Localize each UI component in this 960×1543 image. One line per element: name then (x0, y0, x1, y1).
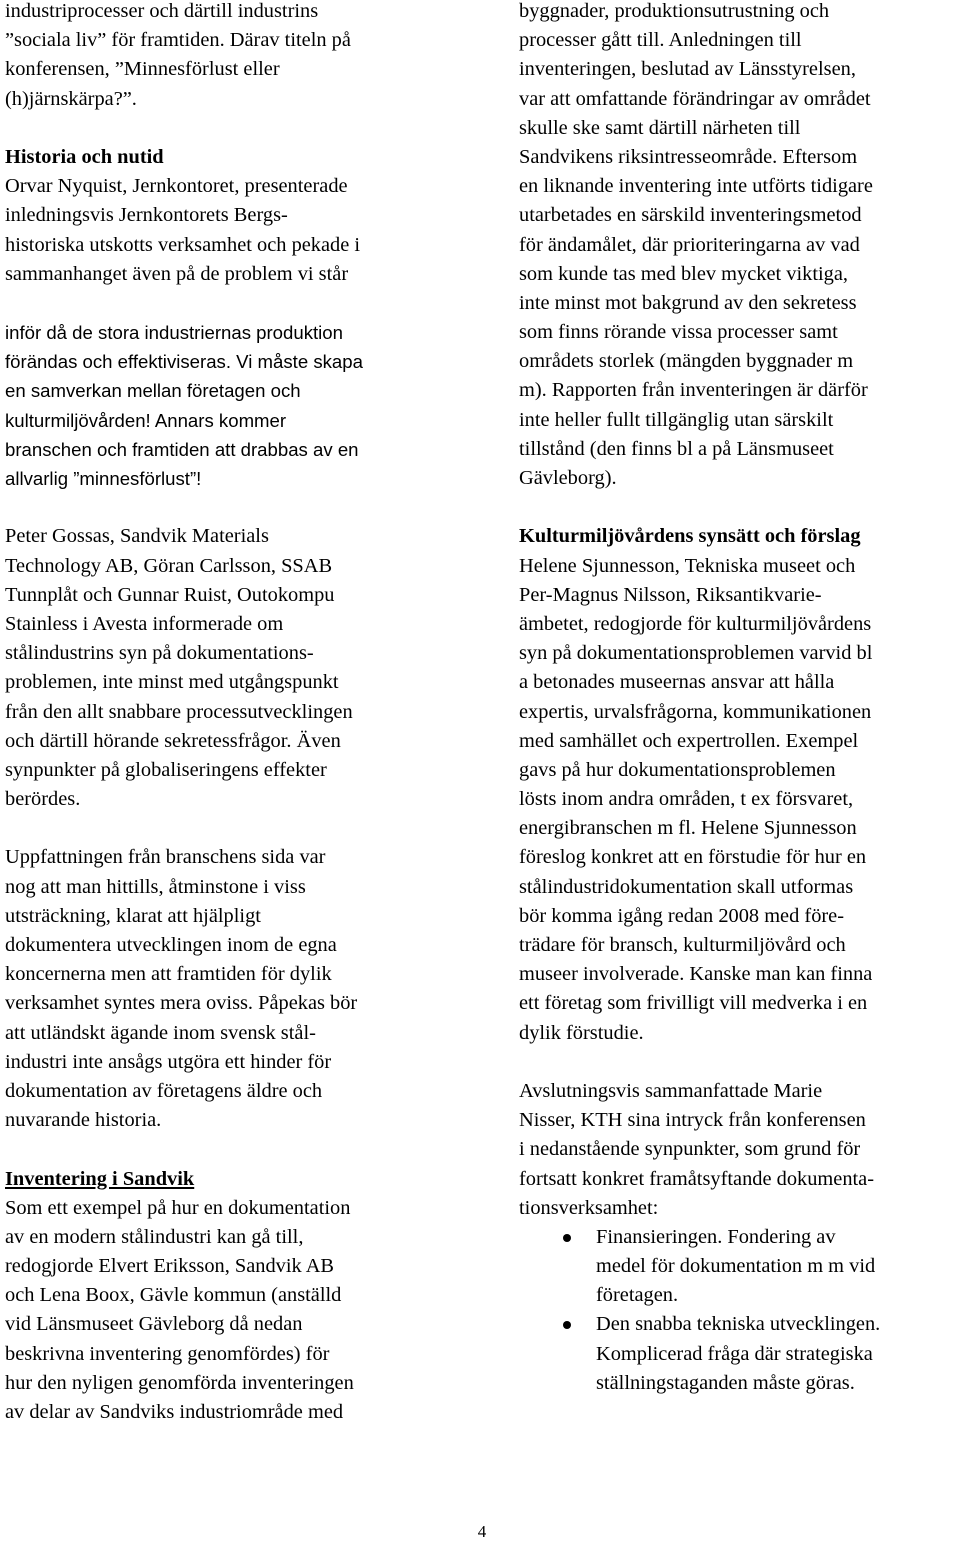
text-line: utarbetades en särskild inventeringsmetod (519, 204, 862, 227)
text-line: Nisser, KTH sina intryck från konferensen (519, 1109, 866, 1132)
text-line: expertis, urvalsfrågorna, kommunikationen (519, 700, 872, 723)
blank-line (5, 114, 460, 143)
text-line: föreslog konkret att en förstudie för hur en (519, 846, 867, 869)
text-line: trädare för bransch, kulturmiljövård och (519, 934, 846, 956)
text-line: verksamhet syntes mera oviss. Påpekas bör (5, 992, 358, 1015)
text-line: industriprocesser och därtill industrins (5, 0, 319, 22)
text-line: av en modern stålindustri kan gå till, (5, 1225, 304, 1248)
text-line: ämbetet, redogjorde för kulturmiljövårdens (519, 612, 872, 635)
text-line: gavs på hur dokumentationsproblemen (519, 758, 836, 781)
text-line: och därtill hörande sekretessfrågor. Även (5, 729, 341, 752)
blank-line (5, 1135, 460, 1164)
text-line: från den allt snabbare processutvecklingen (5, 700, 353, 723)
text-line: dylik förstudie. (519, 1021, 644, 1044)
sans-text-line: en samverkan mellan företagen och (5, 380, 301, 402)
text-line: som kunde tas med blev mycket viktiga, (519, 262, 849, 285)
bullet-dot-icon (563, 1234, 571, 1242)
text-line: m). Rapporten från inventeringen är därför (519, 379, 868, 402)
text-line: Orvar Nyquist, Jernkontoret, presenterade (5, 175, 348, 198)
bullet-text-line: Komplicerad fråga där strategiska (596, 1342, 873, 1365)
text-line: stålindustridokumentation skall utformas (519, 875, 854, 898)
text-line: historiska utskotts verksamhet och pekade i (5, 233, 361, 256)
bullet-text-line: Finansieringen. Fondering av (596, 1225, 836, 1248)
text-line: områdets storlek (mängden byggnader m (519, 350, 854, 373)
text-line: lösts inom andra områden, t ex försvaret, (519, 788, 854, 811)
bullet-text-line: företagen. (596, 1284, 679, 1307)
text-line: och Lena Boox, Gävle kommun (anställd (5, 1284, 342, 1307)
text-line: byggnader, produktionsutrustning och (519, 0, 830, 22)
text-line: a betonades museernas ansvar att hålla (519, 671, 835, 694)
text-line: stålindustrins syn på dokumentations- (5, 642, 314, 665)
text-line: Gävleborg). (519, 467, 617, 489)
text-line: beskrivna inventering genomfördes) för (5, 1342, 330, 1365)
text-line: i nedanstående synpunkter, som grund för (519, 1138, 861, 1161)
blank-line (5, 814, 460, 843)
text-line: för ändamålet, där prioriteringarna av vad (519, 233, 860, 256)
text-line: sammanhanget även på de problem vi står (5, 262, 349, 285)
blank-line (5, 493, 460, 522)
bullet-text-line: medel för dokumentation m m vid (596, 1255, 876, 1278)
text-line: problemen, inte minst med utgångspunkt (5, 671, 339, 694)
text-line: nog att man hittills, åtminstone i viss (5, 875, 306, 898)
text-line: ett företag som frivilligt vill medverka i en (519, 992, 868, 1015)
text-line: tillstånd (den finns bl a på Länsmuseet (519, 437, 834, 460)
text-line: Uppfattningen från branschens sida var (5, 846, 326, 869)
sans-text-line: förändas och effektiviseras. Vi måste skapa (5, 351, 363, 373)
section-heading-kulturmiljo: Kulturmiljövårdens synsätt och förslag (519, 525, 861, 548)
text-line: processer gått till. Anledningen till (519, 29, 802, 52)
text-line: nuvarande historia. (5, 1109, 162, 1132)
page-number: 4 (477, 1522, 487, 1541)
section-heading-inventering: Inventering i Sandvik (5, 1167, 195, 1190)
sans-text-line: allvarlig ”minnesförlust”! (5, 468, 202, 489)
text-line: konferensen, ”Minnesförlust eller (5, 58, 280, 81)
text-line: tionsverksamhet: (519, 1196, 659, 1219)
text-line: skulle ske samt därtill närheten till (519, 116, 801, 139)
text-line: som finns rörande vissa processer samt (519, 321, 838, 344)
text-line: Helene Sjunnesson, Tekniska museet och (519, 554, 856, 577)
text-line: med samhället och expertrollen. Exempel (519, 729, 859, 752)
text-line: inledningsvis Jernkontorets Bergs- (5, 204, 288, 227)
blank-line (519, 493, 960, 522)
bullet-text-line: Den snabba tekniska utvecklingen. (596, 1313, 881, 1336)
text-line: Peter Gossas, Sandvik Materials (5, 525, 269, 548)
text-line: industri inte ansågs utgöra ett hinder för (5, 1050, 332, 1073)
sans-text-line: inför då de stora industriernas produktion (5, 322, 343, 344)
text-line: Technology AB, Göran Carlsson, SSAB (5, 554, 333, 577)
blank-line (519, 1048, 960, 1077)
text-line: bör komma igång redan 2008 med före- (519, 904, 845, 927)
text-line: berördes. (5, 788, 81, 811)
text-line: inte minst mot bakgrund av den sekretess (519, 291, 857, 314)
sans-text-line: kulturmiljövården! Annars kommer (5, 409, 287, 431)
bullet-item-finansiering (519, 1223, 960, 1311)
text-line: en liknande inventering inte utförts tidigare (519, 175, 873, 198)
right-column (519, 0, 960, 1398)
text-line: utsträckning, klarat att hjälpligt (5, 904, 261, 927)
text-line: dokumentation av företagens äldre och (5, 1079, 323, 1102)
text-line: (h)järnskärpa?”. (5, 87, 137, 110)
bullet-text-line: ställningstaganden måste göras. (596, 1371, 855, 1394)
text-line: redogjorde Elvert Eriksson, Sandvik AB (5, 1255, 335, 1278)
blank-line (5, 289, 460, 318)
section-heading-historia: Historia och nutid (5, 145, 164, 168)
left-column (5, 0, 460, 1427)
text-line: ”sociala liv” för framtiden. Därav titeln på (5, 29, 351, 52)
text-line: inventeringen, beslutad av Länsstyrelsen, (519, 58, 856, 81)
bullet-dot-icon (563, 1321, 571, 1329)
text-line: inte heller fullt tillgänglig utan särskilt (519, 408, 834, 431)
sans-text-line: branschen och framtiden att drabbas av en (5, 438, 359, 460)
text-line: koncernerna men att framtiden för dylik (5, 963, 332, 986)
text-line: museer involverade. Kanske man kan finna (519, 963, 873, 986)
text-line: synpunkter på globaliseringens effekter (5, 758, 327, 781)
text-line: att utländskt ägande inom svensk stål- (5, 1021, 316, 1044)
text-line: Sandvikens riksintresseområde. Eftersom (519, 145, 858, 168)
text-line: Per-Magnus Nilsson, Riksantikvarie- (519, 583, 822, 606)
text-line: var att omfattande förändringar av området (519, 87, 871, 110)
text-line: Tunnplåt och Gunnar Ruist, Outokompu (5, 583, 335, 606)
text-line: dokumentera utvecklingen inom de egna (5, 934, 337, 956)
text-line: syn på dokumentationsproblemen varvid bl (519, 642, 873, 665)
text-line: Som ett exempel på hur en dokumentation (5, 1196, 351, 1219)
text-line: vid Länsmuseet Gävleborg då nedan (5, 1313, 303, 1336)
text-line: energibranschen m fl. Helene Sjunnesson (519, 817, 857, 840)
text-line: Stainless i Avesta informerade om (5, 612, 284, 635)
text-line: hur den nyligen genomförda inventeringen (5, 1371, 354, 1394)
text-line: Avslutningsvis sammanfattade Marie (519, 1079, 823, 1102)
text-line: av delar av Sandviks industriområde med (5, 1401, 344, 1423)
bullet-item-teknisk-utveckling (519, 1310, 960, 1398)
text-line: fortsatt konkret framåtsyftande dokumenta- (519, 1167, 875, 1190)
